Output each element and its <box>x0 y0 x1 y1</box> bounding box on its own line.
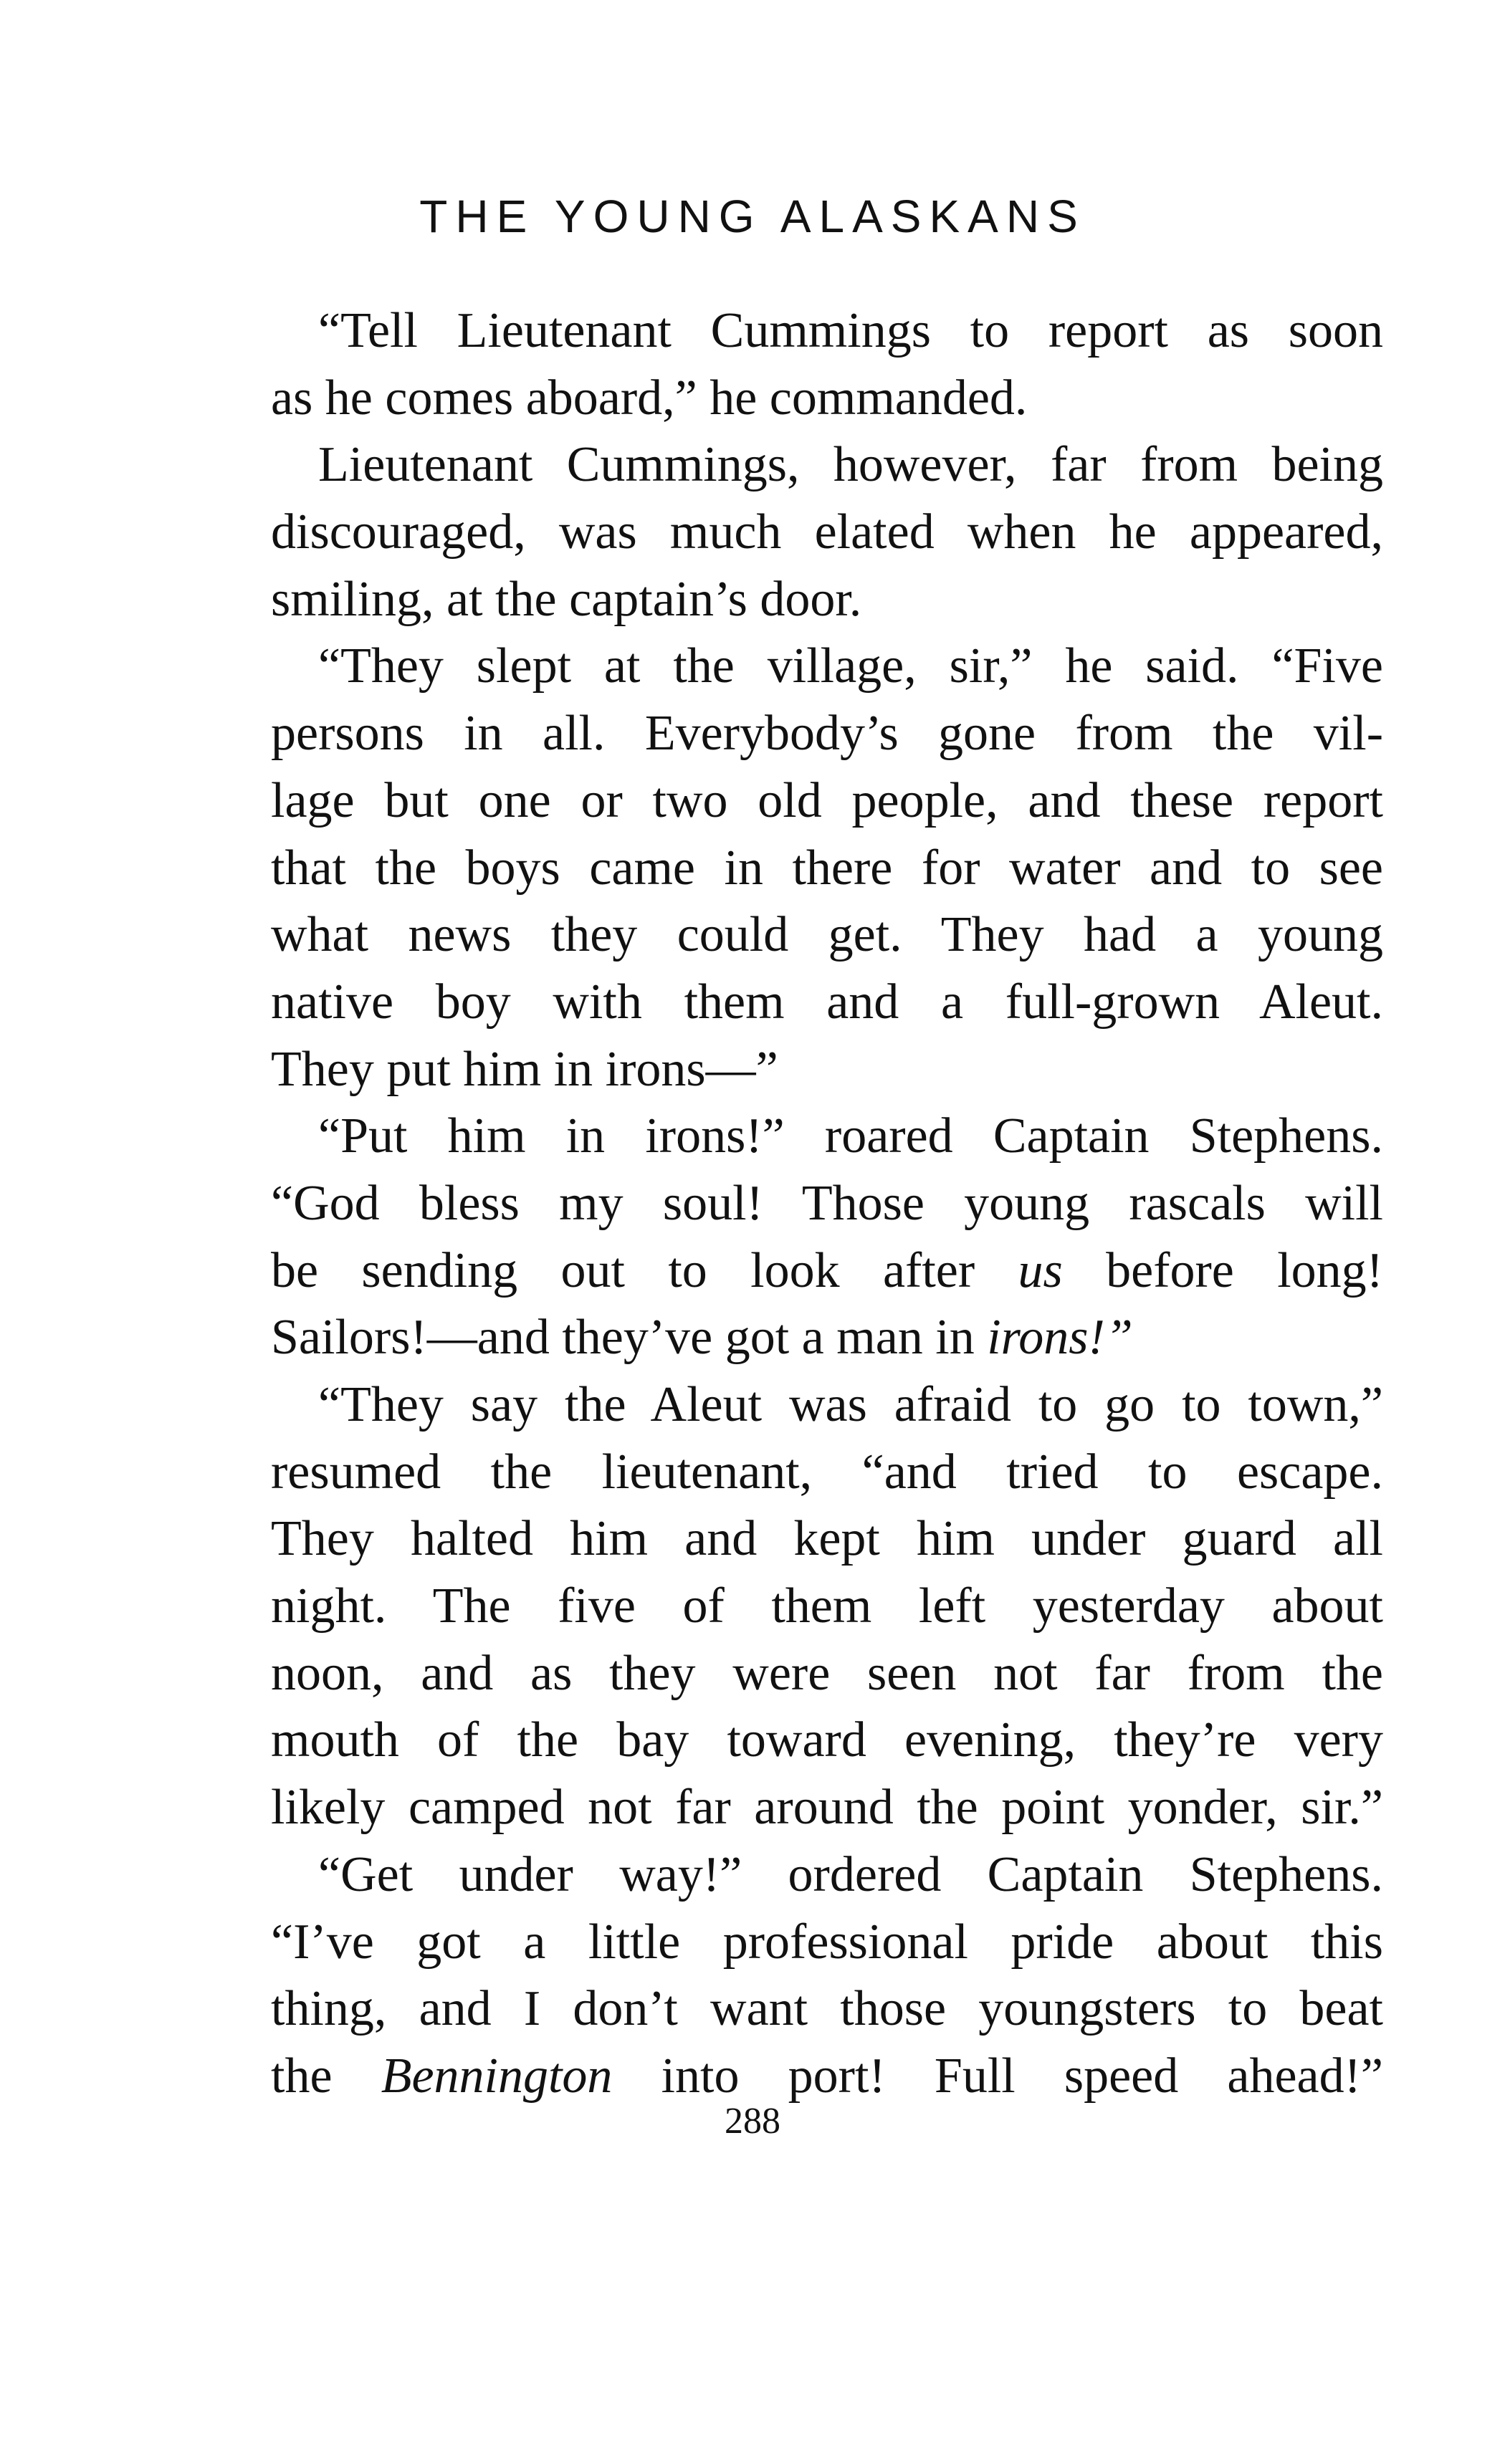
text-line-content: “They slept at the village, sir,” he said. “Five <box>318 638 1383 694</box>
text-line <box>271 633 1383 700</box>
text-line-content: mouth of the bay toward evening, they’re very <box>271 1712 1383 1768</box>
text-line-content: the <box>271 2048 333 2104</box>
text-line <box>271 700 1383 767</box>
text-line <box>271 1170 1383 1237</box>
text-line <box>271 1237 1383 1305</box>
text-line-content: smiling, at the captain’s door. <box>271 571 862 627</box>
text-line <box>271 969 1383 1036</box>
italic-text: Bennington <box>381 2048 613 2104</box>
text-line-content: thing, and I don’t want those youngsters to beat <box>271 1981 1383 2037</box>
text-line <box>271 1573 1383 1640</box>
body-text <box>271 297 1383 2110</box>
text-line <box>271 2043 1383 2110</box>
text-line-content: “I’ve got a little professional pride about this <box>271 1914 1383 1970</box>
text-line-content: lage but one or two old people, and these report <box>271 772 1383 828</box>
text-line <box>271 1707 1383 1774</box>
text-line <box>271 1371 1383 1439</box>
text-line <box>271 1640 1383 1707</box>
text-line-content: native boy with them and a full-grown Aleut. <box>271 974 1383 1030</box>
text-line <box>271 1841 1383 1909</box>
text-line-continuation: before long! <box>1062 1242 1383 1298</box>
text-line-content: resumed the lieutenant, “and tried to escape. <box>271 1444 1383 1500</box>
text-line-content: “They say the Aleut was afraid to go to town,” <box>318 1377 1383 1432</box>
text-line <box>271 901 1383 969</box>
italic-text: irons!” <box>987 1310 1133 1366</box>
text-line <box>271 835 1383 902</box>
text-line-content: night. The five of them left yesterday about <box>271 1578 1383 1634</box>
text-line <box>271 1975 1383 2043</box>
text-line-content: likely camped not far around the point yonder, sir.” <box>271 1780 1383 1836</box>
text-line-content: “God bless my soul! Those young rascals will <box>271 1175 1383 1231</box>
running-head: THE YOUNG ALASKANS <box>419 191 1086 242</box>
text-line-content: noon, and as they were seen not far from the <box>271 1645 1383 1701</box>
text-line-content: what news they could get. They had a young <box>271 907 1383 963</box>
text-line <box>271 566 1383 633</box>
text-line <box>271 1774 1383 1841</box>
text-line <box>271 1036 1383 1103</box>
text-line-content: “Put him in irons!” roared Captain Stephens. <box>318 1108 1383 1164</box>
text-line-content: They halted him and kept him under guard all <box>271 1511 1383 1567</box>
text-line <box>271 431 1383 499</box>
text-line <box>271 1439 1383 1506</box>
text-line <box>271 1103 1383 1170</box>
text-line-content: be sending out to look after <box>271 1242 975 1298</box>
page-number: 288 <box>725 2101 780 2142</box>
text-line-content: persons in all. Everybody’s gone from the vil- <box>271 706 1383 762</box>
italic-text: us <box>1018 1242 1063 1298</box>
text-line <box>271 499 1383 566</box>
text-line <box>271 767 1383 835</box>
text-line-content: They put him in irons—” <box>271 1041 778 1097</box>
text-line-content: Lieutenant Cummings, however, far from being <box>318 437 1383 493</box>
text-line <box>271 365 1383 432</box>
text-line-content: “Tell Lieutenant Cummings to report as soon <box>318 303 1383 358</box>
text-line-content: as he comes aboard,” he commanded. <box>271 370 1028 426</box>
text-line-content: “Get under way!” ordered Captain Stephens. <box>318 1846 1383 1902</box>
text-line <box>271 297 1383 365</box>
text-line <box>271 1909 1383 1976</box>
text-line-continuation: into port! Full speed ahead!” <box>612 2048 1384 2104</box>
text-line <box>271 1304 1383 1371</box>
text-line <box>271 1505 1383 1573</box>
text-line-content: discouraged, was much elated when he appeared, <box>271 504 1383 560</box>
text-line-content: Sailors!—and they’ve got a man in <box>271 1310 975 1366</box>
text-line-content: that the boys came in there for water and to see <box>271 840 1383 896</box>
